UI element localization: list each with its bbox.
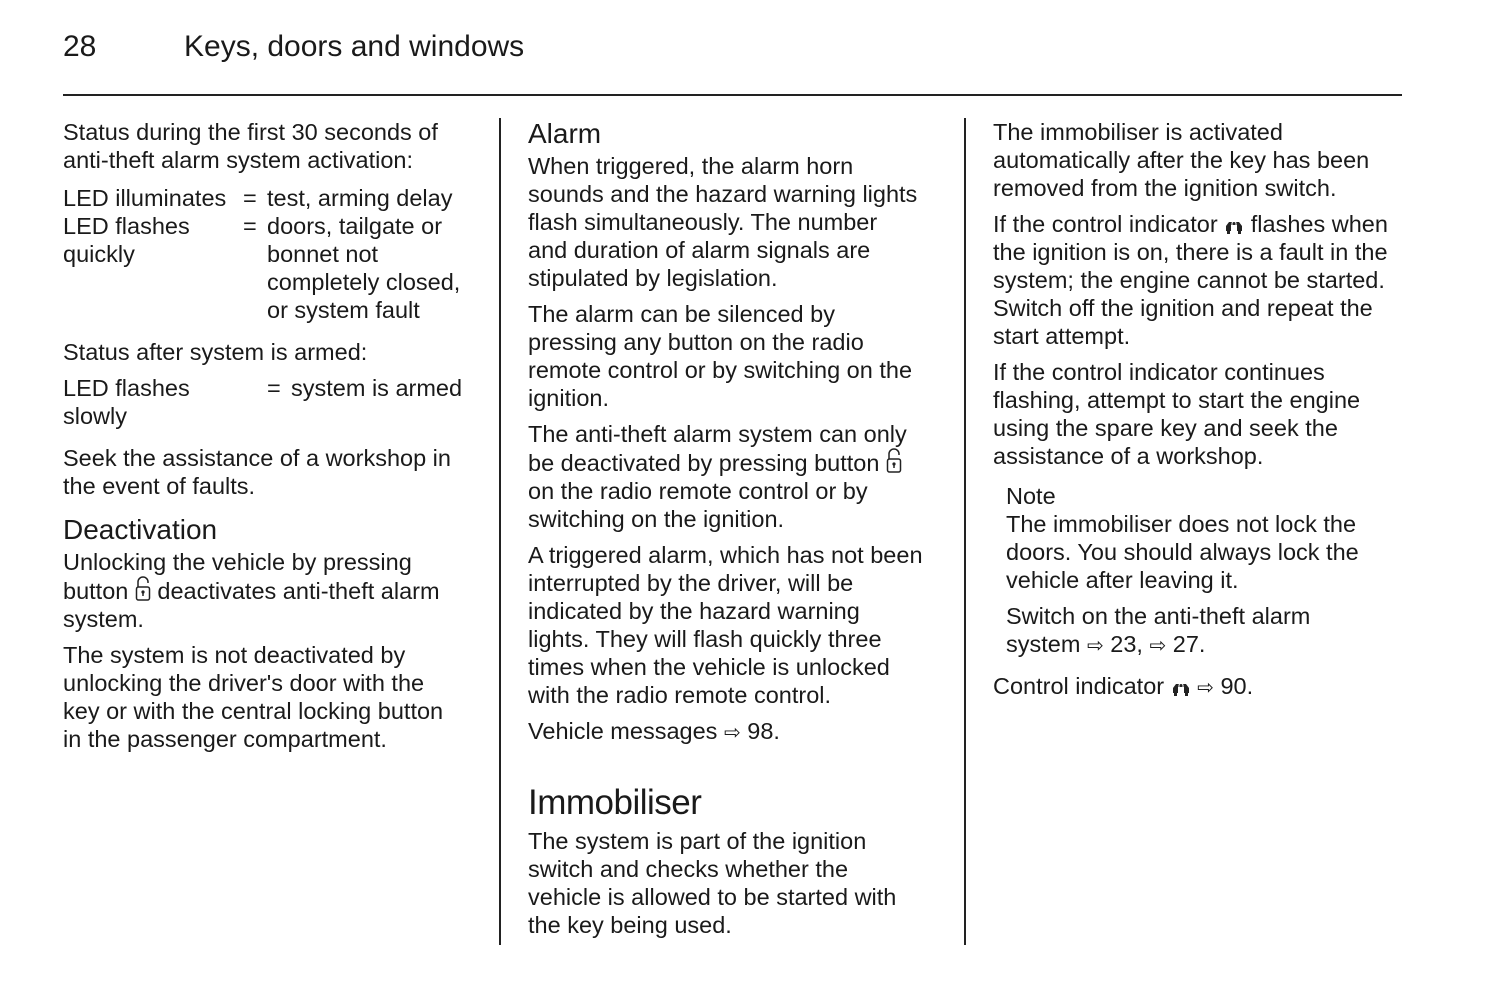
unlock-icon xyxy=(135,576,151,602)
paragraph: Control indicator ⇨ 90. xyxy=(993,673,1254,699)
paragraph: Status after system is armed: xyxy=(63,339,368,365)
column-3 xyxy=(993,118,1413,710)
reference-arrow-icon: ⇨ xyxy=(1086,635,1104,657)
section-heading-deactivation: Deactivation xyxy=(63,514,218,545)
paragraph: A triggered alarm, which has not been interrupted by the driver, will be indicated by the hazard warning lights. They will flash quickly three times when the vehicle is unlocked with the radio remote control. xyxy=(528,542,923,708)
paragraph: Vehicle messages ⇨ 98. xyxy=(528,718,780,744)
paragraph: The immobiliser does not lock the doors. You should always lock the vehicle after leaving it. xyxy=(1006,511,1359,593)
paragraph: The system is not deactivated by unlocking the driver's door with the key or with the central locking button in the passenger compartment. xyxy=(63,642,444,752)
note-heading: Note xyxy=(1006,483,1056,509)
reference-arrow-icon: ⇨ xyxy=(1149,635,1167,657)
reference-arrow-icon: ⇨ xyxy=(723,722,741,744)
page-reference-link[interactable]: 98. xyxy=(747,718,780,744)
page-title: Keys, doors and windows xyxy=(184,30,525,63)
paragraph: Seek the assistance of a workshop in the event of faults. xyxy=(63,445,451,499)
paragraph: The immobiliser is activated automatically after the key has been removed from the ignition switch. xyxy=(993,119,1370,201)
unlock-icon xyxy=(886,448,902,474)
paragraph: When triggered, the alarm horn sounds and the hazard warning lights flash simultaneously. The number and duration of alarm signals are stipulated by legislation. xyxy=(528,153,918,291)
paragraph: The alarm can be silenced by pressing any button on the radio remote control or by switching on the ignition. xyxy=(528,301,913,411)
led-armed-table xyxy=(63,374,483,430)
paragraph: If the control indicator continues flashing, attempt to start the engine using the spare key and seek the assistance of a workshop. xyxy=(993,359,1361,469)
page-reference-link[interactable]: 23, xyxy=(1110,631,1143,657)
column-divider xyxy=(499,118,501,945)
header-rule xyxy=(63,94,1402,96)
page-reference-link[interactable]: 90. xyxy=(1220,673,1254,699)
section-heading-alarm: Alarm xyxy=(528,118,602,149)
paragraph: Unlocking the vehicle by pressing button deactivates anti-theft alarm system. xyxy=(63,549,440,632)
column-2 xyxy=(528,118,948,947)
led-status-row: LED illuminates = test, arming delay xyxy=(63,185,453,211)
immobiliser-indicator-icon xyxy=(1224,217,1244,235)
paragraph: The system is part of the ignition switch and checks whether the vehicle is allowed to be started with the key being used. xyxy=(528,828,897,938)
paragraph: Status during the first 30 seconds of anti-theft alarm system activation: xyxy=(63,119,438,173)
page-number: 28 xyxy=(63,30,97,63)
led-status-row: LED flashes slowly = system is armed xyxy=(63,375,463,429)
paragraph: Switch on the anti-theft alarm system ⇨ 23, ⇨ 27. xyxy=(1006,603,1311,657)
led-status-table xyxy=(63,184,483,324)
column-1 xyxy=(63,118,483,761)
reference-arrow-icon: ⇨ xyxy=(1197,677,1214,699)
paragraph: If the control indicator flashes when the ignition is on, there is a fault in the system; the engine cannot be started. Switch off the ignition and repeat the start attempt. xyxy=(993,211,1388,349)
paragraph: The anti-theft alarm system can only be deactivated by pressing button on the radio remote control or by switching on the ignition. xyxy=(528,421,907,532)
note-box xyxy=(1006,482,1413,660)
column-divider xyxy=(964,118,966,945)
page-reference-link[interactable]: 27. xyxy=(1172,631,1206,657)
section-heading-immobiliser: Immobiliser xyxy=(528,783,702,822)
immobiliser-indicator-icon xyxy=(1171,679,1191,697)
led-status-row: LED flashes quickly = doors, tailgate or bonnet not completely closed, or system fault xyxy=(63,213,461,323)
